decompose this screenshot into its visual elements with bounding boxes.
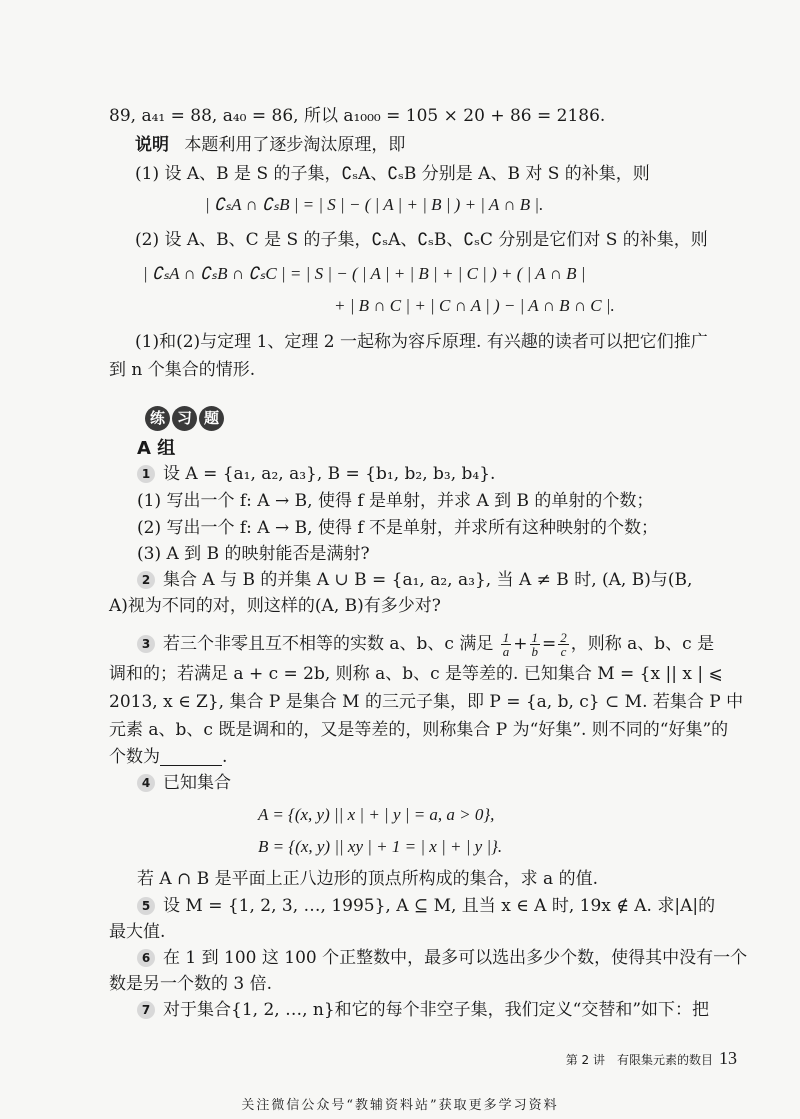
text-line: 2013, x ∈ Z}, 集合 P 是集合 M 的三元子集，即 P = {a, b, c} ⊂ M. 若集合 P 中 [109, 692, 744, 712]
text-line: (2) 设 A、B、C 是 S 的子集，∁ₛA、∁ₛB、∁ₛC 分别是它们对 S 的补集，则 [135, 230, 708, 250]
chapter-title: 第 2 讲 有限集元素的数目 [565, 1053, 713, 1067]
note-line [135, 133, 405, 157]
numerator: 1 [502, 630, 510, 645]
text: 个数为 [109, 747, 160, 767]
problem-4 [137, 771, 231, 795]
denominator: b [531, 644, 539, 659]
denominator: a [502, 644, 510, 659]
text-line: 调和的；若满足 a + c = 2b, 则称 a、b、c 是等差的. 已知集合 M = {x || x | ⩽ [109, 664, 723, 684]
problem-number: 5 [137, 897, 155, 915]
problem-text: 在 1 到 100 这 100 个正整数中，最多可以选出多少个数，使得其中没有一个 [163, 948, 748, 968]
promo-text: 关注微信公众号“教辅资料站”获取更多学习资料 [241, 1098, 559, 1113]
problem-text: 对于集合{1, 2, …, n}和它的每个非空子集，我们定义“交替和”如下：把 [163, 1000, 710, 1020]
text-line: 89, a₄₁ = 88, a₄₀ = 86, 所以 a₁₀₀₀ = 105 × 20 + 86 = 2186. [109, 106, 606, 126]
problem-6 [137, 946, 747, 970]
text-line: 元素 a、b、c 既是调和的，又是等差的，则称集合 P 为“好集”. 则不同的“好集”的 [109, 720, 729, 740]
formula-line: + | B ∩ C | + | C ∩ A | ) − | A ∩ B ∩ C |. [334, 296, 615, 315]
text-line: 数是另一个数的 3 倍. [109, 974, 273, 994]
formula-line: B = {(x, y) || xy | + 1 = | x | + | y |}. [258, 837, 503, 856]
numerator: 1 [531, 630, 539, 645]
problem-number: 3 [137, 635, 155, 653]
fraction [530, 631, 541, 658]
problem-1 [137, 462, 495, 486]
section-char: 习 [172, 406, 197, 431]
denominator: c [560, 644, 567, 659]
section-char: 练 [145, 406, 170, 431]
page-footer [566, 1048, 737, 1069]
problem-text: 已知集合 [163, 773, 231, 793]
problem-text: 集合 A 与 B 的并集 A ∪ B = {a₁, a₂, a₃}, 当 A ≠ B 时, (A, B)与(B, [163, 570, 693, 590]
text-line: (1) 设 A、B 是 S 的子集，∁ₛA、∁ₛB 分别是 A、B 对 S 的补集，则 [135, 164, 650, 184]
page-number: 13 [719, 1048, 737, 1068]
problem-text: 若三个非零且互不相等的实数 a、b、c 满足 [163, 634, 494, 654]
text-line: (3) A 到 B 的映射能否是满射? [137, 544, 370, 564]
section-char: 题 [199, 406, 224, 431]
formula-line: | ∁ₛA ∩ ∁ₛB ∩ ∁ₛC | = | S | − ( | A | + | B | + | C | ) + ( | A ∩ B | [143, 264, 586, 283]
problem-number: 4 [137, 774, 155, 792]
problem-text: 设 M = {1, 2, 3, …, 1995}, A ⊆ M, 且当 x ∈ A 时, 19x ∉ A. 求|A|的 [163, 896, 716, 916]
text-line: 最大值. [109, 922, 166, 942]
formula-line: A = {(x, y) || x | + | y | = a, a > 0}, [258, 805, 495, 824]
problem-number: 7 [137, 1001, 155, 1019]
answer-blank[interactable] [160, 747, 222, 766]
problem-number: 6 [137, 949, 155, 967]
answer-line: 个数为 . [109, 747, 228, 767]
problem-2 [137, 568, 692, 592]
formula-line: | ∁ₛA ∩ ∁ₛB | = | S | − ( | A | + | B | ) + | A ∩ B |. [205, 195, 544, 214]
problem-7 [137, 998, 709, 1022]
text-line: 到 n 个集合的情形. [109, 360, 256, 380]
text-line: (1) 写出一个 f: A → B, 使得 f 是单射，并求 A 到 B 的单射的个数； [137, 491, 654, 511]
exercise-section-header [145, 406, 224, 431]
problem-3: 3 若三个非零且互不相等的实数 a、b、c 满足 $\frac{1}{a}$ + $\frac{1}{b}$ = $\frac{2}{c}$ ，则称 a、b、c 是 [137, 628, 714, 660]
fraction [558, 631, 569, 658]
group-label: A 组 [137, 438, 176, 459]
note-label: 说明 [135, 135, 169, 155]
problem-number: 2 [137, 571, 155, 589]
text-line: (1)和(2)与定理 1、定理 2 一起称为容斥原理. 有兴趣的读者可以把它们推广 [135, 332, 708, 352]
numerator: 2 [560, 630, 567, 645]
problem-5 [137, 894, 715, 918]
problem-text: 设 A = {a₁, a₂, a₃}, B = {b₁, b₂, b₃, b₄}. [163, 464, 496, 484]
text-line: A)视为不同的对，则这样的(A, B)有多少对? [109, 596, 441, 616]
problem-number: 1 [137, 465, 155, 483]
fraction [501, 631, 512, 658]
problem-text: ，则称 a、b、c 是 [570, 634, 715, 654]
note-text: 本题利用了逐步淘汰原理，即 [184, 135, 406, 155]
text-line: 若 A ∩ B 是平面上正八边形的顶点所构成的集合，求 a 的值. [137, 869, 598, 889]
text-line: (2) 写出一个 f: A → B, 使得 f 不是单射，并求所有这种映射的个数； [137, 518, 659, 538]
